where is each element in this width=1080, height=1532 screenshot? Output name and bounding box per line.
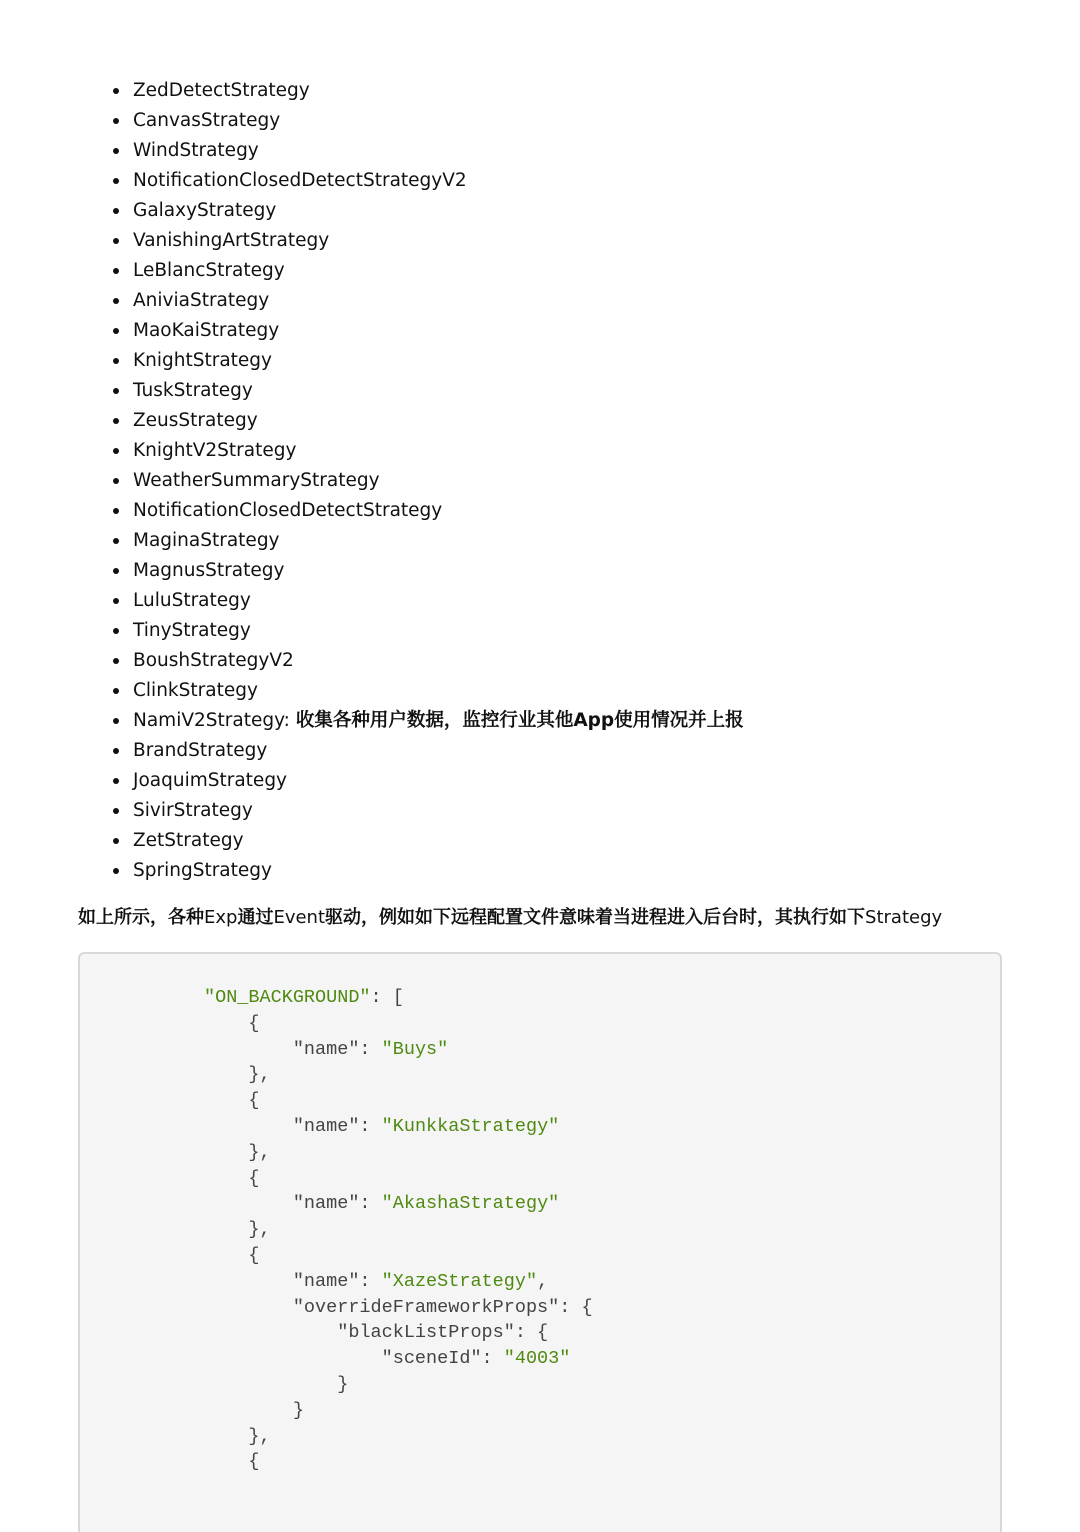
strategy-list-item: [133, 196, 744, 226]
code-punctuation: {: [204, 1012, 260, 1034]
strategy-name: ZetStrategy: [133, 830, 244, 851]
code-key: "name":: [204, 1193, 382, 1215]
code-key: "overrideFrameworkProps": {: [204, 1296, 593, 1318]
code-key: "blackListProps": {: [204, 1322, 549, 1344]
strategy-name: BoushStrategyV2: [133, 650, 294, 671]
strategy-name: ZedDetectStrategy: [133, 80, 310, 101]
strategy-list-item: [133, 766, 744, 796]
code-line: [204, 1062, 593, 1088]
strategy-list-item: [133, 346, 744, 376]
code-punctuation: },: [204, 1219, 271, 1241]
code-content: [204, 985, 593, 1475]
code-punctuation: : [: [370, 987, 404, 1008]
strategy-name: SpringStrategy: [133, 860, 272, 881]
code-line: [204, 1243, 593, 1269]
strategy-list-item: [133, 556, 744, 586]
code-line: [204, 1217, 593, 1243]
strategy-name: KnightV2Strategy: [133, 440, 297, 461]
intro-text-part: Strategy: [865, 907, 943, 928]
intro-text-part: 驱动，例如如下远程配置文件意味着当进程进入后台时，其执行如下: [325, 907, 866, 928]
code-punctuation: }: [204, 1399, 304, 1421]
strategy-list-item: [133, 76, 744, 106]
code-line: [204, 1011, 593, 1037]
strategy-name: NamiV2Strategy:: [133, 710, 290, 731]
strategy-name: JoaquimStrategy: [133, 770, 288, 791]
strategy-list-item: [133, 706, 744, 736]
strategy-name: CanvasStrategy: [133, 110, 281, 131]
code-block: [78, 952, 1002, 1532]
strategy-name: ZeusStrategy: [133, 410, 258, 431]
strategy-list-item: [133, 136, 744, 166]
strategy-list-item: [133, 586, 744, 616]
strategy-list-item: [133, 166, 744, 196]
code-line: [204, 985, 593, 1011]
code-line: [204, 1346, 593, 1372]
code-line: [204, 1269, 593, 1295]
code-string: "KunkkaStrategy": [381, 1115, 560, 1137]
code-line: [204, 1449, 593, 1475]
code-line: [204, 1191, 593, 1217]
code-line: [204, 1295, 593, 1321]
strategy-list-item: [133, 466, 744, 496]
code-key: "name":: [204, 1115, 382, 1137]
strategy-name: ClinkStrategy: [133, 680, 258, 701]
strategy-name: TinyStrategy: [133, 620, 251, 641]
intro-paragraph: [78, 904, 942, 932]
code-line: [204, 1140, 593, 1166]
code-key: "name":: [204, 1038, 382, 1060]
intro-text-part: 通过: [237, 907, 274, 928]
strategy-name: LuluStrategy: [133, 590, 251, 611]
code-line: [204, 1398, 593, 1424]
code-line: [204, 1166, 593, 1192]
code-string: "AkashaStrategy": [381, 1193, 560, 1215]
strategy-list-item: [133, 436, 744, 466]
strategy-list-item: [133, 406, 744, 436]
strategy-list-item: [133, 646, 744, 676]
strategy-list-item: [133, 256, 744, 286]
strategy-name: MaoKaiStrategy: [133, 320, 280, 341]
code-line: [204, 1037, 593, 1063]
intro-text-part: 如上所示，各种: [78, 907, 204, 928]
strategy-list-item: [133, 376, 744, 406]
strategy-list: [0, 76, 744, 886]
strategy-name: KnightStrategy: [133, 350, 272, 371]
strategy-name: SivirStrategy: [133, 800, 253, 821]
code-line: [204, 1114, 593, 1140]
code-punctuation: },: [204, 1064, 271, 1086]
code-line: [204, 1320, 593, 1346]
code-punctuation: {: [204, 1451, 260, 1473]
code-line: [204, 1372, 593, 1398]
code-key: "sceneId":: [204, 1348, 504, 1370]
code-line: [204, 1088, 593, 1114]
strategy-name: BrandStrategy: [133, 740, 268, 761]
intro-text-part: Event: [273, 907, 326, 928]
strategy-list-item: [133, 826, 744, 856]
strategy-name: MagnusStrategy: [133, 560, 285, 581]
strategy-name: WindStrategy: [133, 140, 259, 161]
strategy-name: AniviaStrategy: [133, 290, 270, 311]
code-string: "Buys": [381, 1038, 449, 1060]
strategy-list-item: [133, 286, 744, 316]
strategy-name: NotificationClosedDetectStrategy: [133, 500, 443, 521]
strategy-list-item: [133, 526, 744, 556]
strategy-description: 收集各种用户数据，监控行业其他App使用情况并上报: [295, 710, 744, 731]
strategy-name: MaginaStrategy: [133, 530, 280, 551]
code-punctuation: {: [204, 1167, 260, 1189]
strategy-name: NotificationClosedDetectStrategyV2: [133, 170, 467, 191]
code-string: "XazeStrategy": [381, 1270, 538, 1292]
strategy-name: WeatherSummaryStrategy: [133, 470, 380, 491]
strategy-name: TuskStrategy: [133, 380, 253, 401]
strategy-list-item: [133, 676, 744, 706]
strategy-list-item: [133, 106, 744, 136]
code-punctuation: },: [204, 1425, 271, 1447]
strategy-list-item: [133, 226, 744, 256]
code-line: [204, 1424, 593, 1450]
strategy-list-item: [133, 316, 744, 346]
code-string: "ON_BACKGROUND": [204, 987, 371, 1008]
strategy-list-item: [133, 856, 744, 886]
code-punctuation: ,: [537, 1270, 549, 1292]
strategy-list-item: [133, 616, 744, 646]
code-punctuation: {: [204, 1244, 260, 1266]
strategy-name: LeBlancStrategy: [133, 260, 285, 281]
code-string: "4003": [503, 1348, 571, 1370]
code-punctuation: {: [204, 1090, 260, 1112]
code-punctuation: }: [204, 1373, 349, 1395]
intro-text-part: Exp: [204, 907, 238, 928]
strategy-name: GalaxyStrategy: [133, 200, 277, 221]
strategy-list-item: [133, 496, 744, 526]
code-key: "name":: [204, 1270, 382, 1292]
strategy-list-item: [133, 736, 744, 766]
code-punctuation: },: [204, 1141, 271, 1163]
strategy-list-item: [133, 796, 744, 826]
strategy-name: VanishingArtStrategy: [133, 230, 330, 251]
